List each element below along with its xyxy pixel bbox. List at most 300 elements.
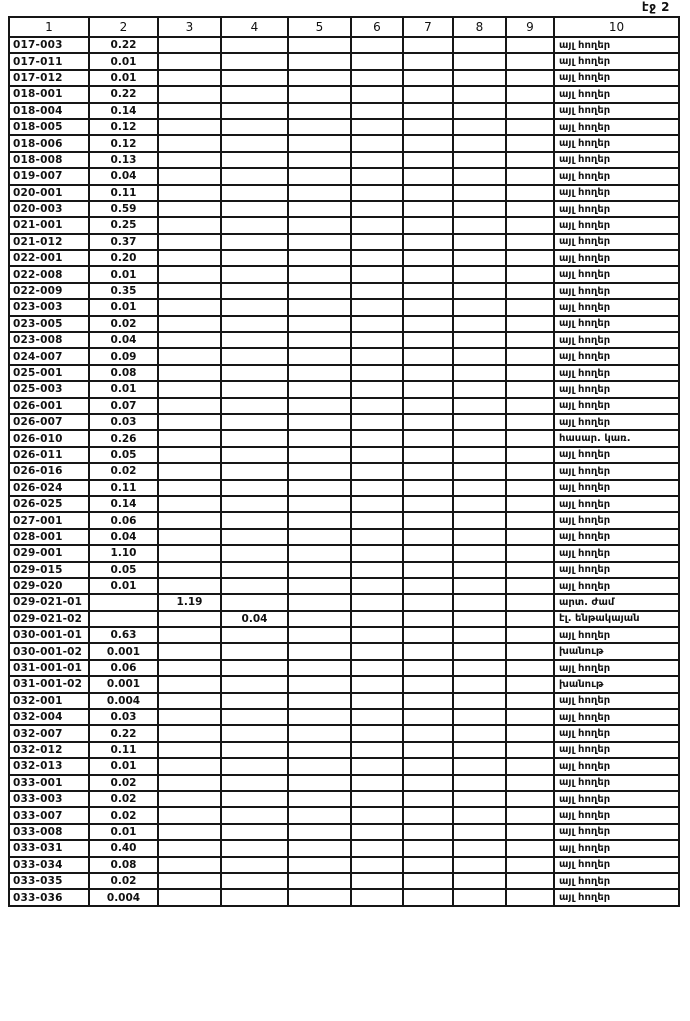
value-cell-col9 xyxy=(506,381,554,397)
parcel-code-cell: 032-004 xyxy=(9,709,89,725)
land-use-cell: այլ հողեր xyxy=(554,152,679,168)
value-cell-col8 xyxy=(453,185,506,201)
value-cell-col2: 0.02 xyxy=(89,316,158,332)
value-cell-col2: 0.02 xyxy=(89,775,158,791)
value-cell-col3 xyxy=(158,611,221,627)
value-cell-col7 xyxy=(403,185,453,201)
value-cell-col3 xyxy=(158,676,221,692)
value-cell-col4 xyxy=(221,348,288,364)
value-cell-col4 xyxy=(221,529,288,545)
value-cell-col4 xyxy=(221,266,288,282)
table-row xyxy=(9,594,679,610)
value-cell-col4 xyxy=(221,709,288,725)
value-cell-col2: 0.11 xyxy=(89,480,158,496)
value-cell-col4 xyxy=(221,775,288,791)
land-use-cell: խանութ xyxy=(554,643,679,659)
value-cell-col6 xyxy=(351,643,403,659)
land-use-cell: այլ հողեր xyxy=(554,447,679,463)
value-cell-col5 xyxy=(288,217,351,233)
value-cell-col2: 0.004 xyxy=(89,693,158,709)
value-cell-col8 xyxy=(453,266,506,282)
value-cell-col6 xyxy=(351,185,403,201)
value-cell-col8 xyxy=(453,234,506,250)
value-cell-col9 xyxy=(506,840,554,856)
value-cell-col6 xyxy=(351,709,403,725)
value-cell-col8 xyxy=(453,414,506,430)
value-cell-col4 xyxy=(221,283,288,299)
land-use-cell: այլ հողեր xyxy=(554,135,679,151)
value-cell-col8 xyxy=(453,70,506,86)
table-row xyxy=(9,545,679,561)
value-cell-col6 xyxy=(351,889,403,905)
value-cell-col6 xyxy=(351,775,403,791)
parcel-code-cell: 031-001-01 xyxy=(9,660,89,676)
table-row xyxy=(9,234,679,250)
value-cell-col9 xyxy=(506,266,554,282)
value-cell-col7 xyxy=(403,775,453,791)
value-cell-col6 xyxy=(351,758,403,774)
value-cell-col3 xyxy=(158,758,221,774)
value-cell-col7 xyxy=(403,512,453,528)
value-cell-col2: 0.01 xyxy=(89,578,158,594)
parcel-code-cell: 020-003 xyxy=(9,201,89,217)
value-cell-col7 xyxy=(403,103,453,119)
value-cell-col6 xyxy=(351,70,403,86)
parcel-code-cell: 026-011 xyxy=(9,447,89,463)
value-cell-col5 xyxy=(288,234,351,250)
value-cell-col7 xyxy=(403,725,453,741)
value-cell-col5 xyxy=(288,775,351,791)
value-cell-col5 xyxy=(288,660,351,676)
parcel-code-cell: 033-001 xyxy=(9,775,89,791)
value-cell-col6 xyxy=(351,299,403,315)
value-cell-col3 xyxy=(158,53,221,69)
table-row xyxy=(9,266,679,282)
value-cell-col8 xyxy=(453,152,506,168)
value-cell-col6 xyxy=(351,824,403,840)
value-cell-col7 xyxy=(403,496,453,512)
value-cell-col6 xyxy=(351,480,403,496)
land-use-cell: այլ հողեր xyxy=(554,185,679,201)
value-cell-col5 xyxy=(288,447,351,463)
land-use-cell: այլ հողեր xyxy=(554,889,679,905)
value-cell-col3 xyxy=(158,742,221,758)
value-cell-col4 xyxy=(221,758,288,774)
value-cell-col6 xyxy=(351,201,403,217)
value-cell-col4 xyxy=(221,201,288,217)
land-use-cell: այլ հողեր xyxy=(554,480,679,496)
value-cell-col7 xyxy=(403,332,453,348)
value-cell-col4 xyxy=(221,463,288,479)
value-cell-col7 xyxy=(403,463,453,479)
value-cell-col2: 0.35 xyxy=(89,283,158,299)
value-cell-col5 xyxy=(288,840,351,856)
value-cell-col6 xyxy=(351,742,403,758)
land-use-cell: այլ հողեր xyxy=(554,840,679,856)
value-cell-col7 xyxy=(403,758,453,774)
value-cell-col3 xyxy=(158,775,221,791)
parcel-code-cell: 032-012 xyxy=(9,742,89,758)
table-row xyxy=(9,529,679,545)
value-cell-col4 xyxy=(221,119,288,135)
value-cell-col3 xyxy=(158,37,221,53)
value-cell-col9 xyxy=(506,824,554,840)
value-cell-col3 xyxy=(158,873,221,889)
parcel-code-cell: 029-020 xyxy=(9,578,89,594)
table-row xyxy=(9,348,679,364)
value-cell-col2: 0.14 xyxy=(89,103,158,119)
table-row xyxy=(9,70,679,86)
value-cell-col5 xyxy=(288,643,351,659)
table-row xyxy=(9,693,679,709)
value-cell-col4 xyxy=(221,562,288,578)
value-cell-col2: 0.01 xyxy=(89,266,158,282)
parcel-code-cell: 030-001-01 xyxy=(9,627,89,643)
value-cell-col8 xyxy=(453,758,506,774)
value-cell-col7 xyxy=(403,217,453,233)
value-cell-col2: 0.01 xyxy=(89,824,158,840)
value-cell-col3 xyxy=(158,889,221,905)
value-cell-col7 xyxy=(403,480,453,496)
value-cell-col9 xyxy=(506,807,554,823)
value-cell-col4 xyxy=(221,316,288,332)
value-cell-col6 xyxy=(351,332,403,348)
value-cell-col2: 0.04 xyxy=(89,168,158,184)
value-cell-col6 xyxy=(351,807,403,823)
value-cell-col6 xyxy=(351,266,403,282)
value-cell-col9 xyxy=(506,86,554,102)
value-cell-col8 xyxy=(453,840,506,856)
value-cell-col7 xyxy=(403,824,453,840)
parcel-code-cell: 018-001 xyxy=(9,86,89,102)
parcel-code-cell: 026-016 xyxy=(9,463,89,479)
value-cell-col9 xyxy=(506,217,554,233)
value-cell-col8 xyxy=(453,512,506,528)
value-cell-col4 xyxy=(221,693,288,709)
value-cell-col9 xyxy=(506,611,554,627)
value-cell-col4 xyxy=(221,103,288,119)
table-row xyxy=(9,857,679,873)
value-cell-col3 xyxy=(158,414,221,430)
value-cell-col8 xyxy=(453,299,506,315)
value-cell-col6 xyxy=(351,234,403,250)
value-cell-col6 xyxy=(351,86,403,102)
land-use-cell: այլ հողեր xyxy=(554,37,679,53)
value-cell-col2: 0.03 xyxy=(89,709,158,725)
value-cell-col3 xyxy=(158,103,221,119)
value-cell-col4 xyxy=(221,594,288,610)
parcel-code-cell: 033-034 xyxy=(9,857,89,873)
value-cell-col8 xyxy=(453,365,506,381)
value-cell-col9 xyxy=(506,447,554,463)
value-cell-col5 xyxy=(288,201,351,217)
value-cell-col9 xyxy=(506,791,554,807)
value-cell-col5 xyxy=(288,70,351,86)
value-cell-col6 xyxy=(351,857,403,873)
value-cell-col3 xyxy=(158,86,221,102)
value-cell-col4 xyxy=(221,185,288,201)
land-use-cell: այլ հողեր xyxy=(554,381,679,397)
value-cell-col4 xyxy=(221,135,288,151)
land-use-cell: այլ հողեր xyxy=(554,398,679,414)
value-cell-col9 xyxy=(506,873,554,889)
value-cell-col6 xyxy=(351,676,403,692)
value-cell-col2: 0.20 xyxy=(89,250,158,266)
value-cell-col7 xyxy=(403,234,453,250)
value-cell-col9 xyxy=(506,299,554,315)
table-row xyxy=(9,512,679,528)
value-cell-col2: 0.12 xyxy=(89,135,158,151)
table-row xyxy=(9,135,679,151)
value-cell-col5 xyxy=(288,103,351,119)
value-cell-col7 xyxy=(403,283,453,299)
value-cell-col9 xyxy=(506,660,554,676)
value-cell-col5 xyxy=(288,873,351,889)
value-cell-col8 xyxy=(453,889,506,905)
value-cell-col5 xyxy=(288,299,351,315)
table-row xyxy=(9,168,679,184)
value-cell-col5 xyxy=(288,594,351,610)
value-cell-col7 xyxy=(403,578,453,594)
parcel-code-cell: 022-009 xyxy=(9,283,89,299)
parcel-code-cell: 033-007 xyxy=(9,807,89,823)
value-cell-col2: 0.02 xyxy=(89,463,158,479)
value-cell-col8 xyxy=(453,398,506,414)
value-cell-col9 xyxy=(506,348,554,364)
value-cell-col2: 0.01 xyxy=(89,299,158,315)
value-cell-col6 xyxy=(351,496,403,512)
value-cell-col3 xyxy=(158,463,221,479)
value-cell-col7 xyxy=(403,135,453,151)
value-cell-col3 xyxy=(158,643,221,659)
table-row xyxy=(9,119,679,135)
value-cell-col8 xyxy=(453,529,506,545)
value-cell-col4 xyxy=(221,37,288,53)
value-cell-col6 xyxy=(351,611,403,627)
value-cell-col2: 0.08 xyxy=(89,857,158,873)
value-cell-col5 xyxy=(288,250,351,266)
value-cell-col3 xyxy=(158,562,221,578)
value-cell-col2: 0.11 xyxy=(89,742,158,758)
value-cell-col5 xyxy=(288,283,351,299)
value-cell-col3 xyxy=(158,299,221,315)
parcel-code-cell: 026-025 xyxy=(9,496,89,512)
value-cell-col7 xyxy=(403,840,453,856)
land-use-cell: այլ հողեր xyxy=(554,348,679,364)
parcel-code-cell: 023-005 xyxy=(9,316,89,332)
parcel-code-cell: 029-021-02 xyxy=(9,611,89,627)
value-cell-col2: 0.01 xyxy=(89,381,158,397)
value-cell-col9 xyxy=(506,676,554,692)
parcel-code-cell: 022-008 xyxy=(9,266,89,282)
value-cell-col5 xyxy=(288,332,351,348)
value-cell-col7 xyxy=(403,201,453,217)
table-row xyxy=(9,447,679,463)
value-cell-col7 xyxy=(403,299,453,315)
table-row xyxy=(9,578,679,594)
value-cell-col8 xyxy=(453,676,506,692)
value-cell-col5 xyxy=(288,37,351,53)
table-row xyxy=(9,643,679,659)
value-cell-col2: 0.02 xyxy=(89,791,158,807)
value-cell-col2: 0.13 xyxy=(89,152,158,168)
table-row xyxy=(9,742,679,758)
value-cell-col5 xyxy=(288,758,351,774)
land-use-cell: այլ հողեր xyxy=(554,725,679,741)
parcel-code-cell: 027-001 xyxy=(9,512,89,528)
value-cell-col9 xyxy=(506,463,554,479)
table-row xyxy=(9,398,679,414)
table-row xyxy=(9,889,679,905)
value-cell-col9 xyxy=(506,283,554,299)
land-use-cell: այլ հողեր xyxy=(554,103,679,119)
value-cell-col7 xyxy=(403,611,453,627)
parcel-code-cell: 021-001 xyxy=(9,217,89,233)
value-cell-col8 xyxy=(453,217,506,233)
value-cell-col8 xyxy=(453,348,506,364)
value-cell-col2: 0.01 xyxy=(89,70,158,86)
table-row xyxy=(9,758,679,774)
value-cell-col8 xyxy=(453,873,506,889)
value-cell-col3 xyxy=(158,266,221,282)
value-cell-col3 xyxy=(158,135,221,151)
column-header-3: 3 xyxy=(158,17,221,37)
value-cell-col8 xyxy=(453,578,506,594)
value-cell-col3 xyxy=(158,234,221,250)
column-header-4: 4 xyxy=(221,17,288,37)
value-cell-col8 xyxy=(453,594,506,610)
value-cell-col7 xyxy=(403,381,453,397)
value-cell-col8 xyxy=(453,480,506,496)
value-cell-col8 xyxy=(453,725,506,741)
value-cell-col8 xyxy=(453,496,506,512)
land-use-cell: այլ հողեր xyxy=(554,234,679,250)
land-use-cell: այլ հողեր xyxy=(554,463,679,479)
value-cell-col3 xyxy=(158,168,221,184)
value-cell-col7 xyxy=(403,807,453,823)
value-cell-col4 xyxy=(221,807,288,823)
land-use-cell: այլ հողեր xyxy=(554,299,679,315)
value-cell-col5 xyxy=(288,824,351,840)
value-cell-col8 xyxy=(453,316,506,332)
value-cell-col4: 0.04 xyxy=(221,611,288,627)
table-row xyxy=(9,86,679,102)
value-cell-col9 xyxy=(506,709,554,725)
value-cell-col6 xyxy=(351,168,403,184)
value-cell-col9 xyxy=(506,250,554,266)
value-cell-col4 xyxy=(221,857,288,873)
value-cell-col3 xyxy=(158,824,221,840)
value-cell-col7 xyxy=(403,152,453,168)
parcel-code-cell: 028-001 xyxy=(9,529,89,545)
value-cell-col6 xyxy=(351,562,403,578)
value-cell-col9 xyxy=(506,643,554,659)
value-cell-col5 xyxy=(288,152,351,168)
value-cell-col3 xyxy=(158,725,221,741)
value-cell-col2: 0.001 xyxy=(89,643,158,659)
value-cell-col2: 0.59 xyxy=(89,201,158,217)
parcel-code-cell: 029-001 xyxy=(9,545,89,561)
parcel-code-cell: 018-006 xyxy=(9,135,89,151)
value-cell-col4 xyxy=(221,512,288,528)
value-cell-col9 xyxy=(506,53,554,69)
land-use-cell: այլ հողեր xyxy=(554,578,679,594)
value-cell-col3 xyxy=(158,627,221,643)
land-use-cell: այլ հողեր xyxy=(554,496,679,512)
land-use-cell: արտ. ժամ xyxy=(554,594,679,610)
value-cell-col6 xyxy=(351,217,403,233)
value-cell-col4 xyxy=(221,398,288,414)
value-cell-col4 xyxy=(221,889,288,905)
table-row xyxy=(9,775,679,791)
value-cell-col2: 0.40 xyxy=(89,840,158,856)
value-cell-col3 xyxy=(158,709,221,725)
parcel-code-cell: 033-008 xyxy=(9,824,89,840)
table-row xyxy=(9,824,679,840)
land-use-cell: այլ հողեր xyxy=(554,332,679,348)
header-row xyxy=(9,17,679,37)
value-cell-col8 xyxy=(453,332,506,348)
value-cell-col3 xyxy=(158,152,221,168)
value-cell-col2: 0.04 xyxy=(89,529,158,545)
value-cell-col9 xyxy=(506,512,554,528)
value-cell-col9 xyxy=(506,103,554,119)
value-cell-col3 xyxy=(158,381,221,397)
parcel-code-cell: 026-024 xyxy=(9,480,89,496)
table-row xyxy=(9,332,679,348)
value-cell-col6 xyxy=(351,398,403,414)
value-cell-col6 xyxy=(351,414,403,430)
parcel-code-cell: 026-010 xyxy=(9,430,89,446)
value-cell-col5 xyxy=(288,529,351,545)
land-use-cell: այլ հողեր xyxy=(554,365,679,381)
value-cell-col4 xyxy=(221,824,288,840)
value-cell-col8 xyxy=(453,37,506,53)
parcel-code-cell: 030-001-02 xyxy=(9,643,89,659)
table-row xyxy=(9,709,679,725)
land-use-cell: այլ հողեր xyxy=(554,775,679,791)
parcel-code-cell: 021-012 xyxy=(9,234,89,250)
land-use-cell: այլ հողեր xyxy=(554,529,679,545)
value-cell-col9 xyxy=(506,578,554,594)
value-cell-col4 xyxy=(221,791,288,807)
value-cell-col5 xyxy=(288,398,351,414)
value-cell-col5 xyxy=(288,381,351,397)
value-cell-col6 xyxy=(351,693,403,709)
value-cell-col6 xyxy=(351,791,403,807)
value-cell-col9 xyxy=(506,627,554,643)
parcel-code-cell: 029-015 xyxy=(9,562,89,578)
table-row xyxy=(9,660,679,676)
land-use-cell: այլ հողեր xyxy=(554,807,679,823)
value-cell-col2: 0.06 xyxy=(89,660,158,676)
value-cell-col8 xyxy=(453,693,506,709)
value-cell-col4 xyxy=(221,365,288,381)
land-use-cell: այլ հողեր xyxy=(554,545,679,561)
parcel-code-cell: 023-008 xyxy=(9,332,89,348)
value-cell-col4 xyxy=(221,53,288,69)
value-cell-col3 xyxy=(158,529,221,545)
value-cell-col8 xyxy=(453,201,506,217)
value-cell-col2: 0.63 xyxy=(89,627,158,643)
value-cell-col2: 0.22 xyxy=(89,725,158,741)
value-cell-col5 xyxy=(288,463,351,479)
value-cell-col4 xyxy=(221,725,288,741)
value-cell-col3 xyxy=(158,512,221,528)
value-cell-col6 xyxy=(351,365,403,381)
column-header-5: 5 xyxy=(288,17,351,37)
value-cell-col6 xyxy=(351,381,403,397)
